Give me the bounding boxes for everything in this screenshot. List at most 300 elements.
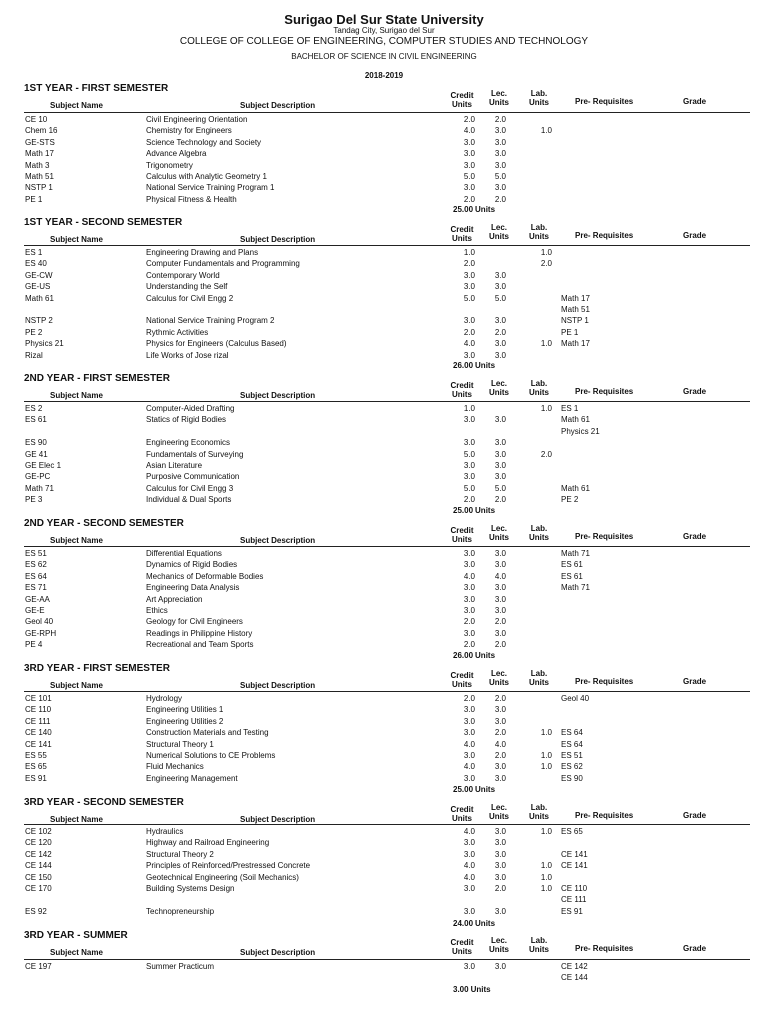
column-header-credit [446,526,478,544]
credit-units: 5.0 [463,449,475,459]
credit-units: 3.0 [463,316,475,326]
column-header-line: Units [452,234,472,243]
column-header-subject-name: Subject Name [50,815,103,824]
column-header-lec [484,803,514,821]
subject-description: National Service Training Program 1 [146,183,275,193]
column-header-prerequisites: Pre- Requisites [575,387,634,396]
column-header-grade: Grade [683,532,707,541]
credit-units: 3.0 [463,728,475,738]
column-header-subject-name: Subject Name [50,536,103,545]
credit-units: 3.0 [463,583,475,593]
column-header-line: Units [529,945,549,954]
credit-units: 2.0 [463,495,475,505]
column-header-line: Credit [450,225,474,234]
credit-units: 4.0 [463,339,475,349]
total-units-label: Units [475,785,496,794]
lecture-units: 3.0 [494,716,506,726]
lecture-units: 3.0 [494,594,506,604]
column-header-prerequisites: Pre- Requisites [575,811,634,820]
subject-code: Math 51 [25,172,54,181]
subject-code: GE Elec 1 [25,461,62,470]
table-row [0,716,768,727]
semester-title: 1ST YEAR - SECOND SEMESTER [24,217,183,228]
total-units-value: 25.00 [453,506,474,515]
semester-total [453,985,491,994]
credit-units: 3.0 [463,549,475,558]
table-row [0,403,768,414]
header-rule [24,824,750,825]
column-header-lec [484,936,514,954]
subject-code: GE-E [25,606,45,615]
semester-title: 2ND YEAR - FIRST SEMESTER [24,373,170,384]
lecture-units: 2.0 [494,327,506,337]
column-header-line: Credit [450,805,474,814]
prerequisite: Math 51 [561,305,590,314]
credit-units: 2.0 [463,694,475,703]
table-row [0,750,768,761]
subject-description: Science Technology and Society [146,137,262,147]
table-row [0,972,768,983]
credit-units: 3.0 [463,906,475,916]
column-header-credit [446,671,478,689]
subject-description: Art Appreciation [146,594,203,604]
prerequisite: CE 110 [561,884,588,893]
table-row [0,449,768,460]
lecture-units: 3.0 [494,872,506,882]
table-row [0,114,768,125]
prerequisite: Math 71 [561,583,590,593]
subject-code: ES 40 [25,259,47,269]
lecture-units: 5.0 [494,172,506,181]
column-header-lec [484,223,514,241]
prerequisite: PE 1 [561,327,579,337]
total-units-value: 26.00 [453,651,474,660]
lecture-units: 5.0 [494,293,506,303]
lecture-units: 3.0 [494,415,506,425]
table-row [0,281,768,292]
lecture-units: 3.0 [494,461,506,470]
subject-code: Rizal [25,350,43,360]
column-header-lab [524,803,554,821]
lab-units: 1.0 [540,404,552,413]
semester-section [0,930,768,999]
table-row [0,628,768,639]
lecture-units: 3.0 [494,316,506,326]
subject-code: Geol 40 [25,617,54,627]
table-row [0,160,768,171]
lab-units: 1.0 [540,126,552,136]
subject-description: Life Works of Jose rizal [146,350,229,360]
credit-units: 3.0 [463,282,475,292]
lecture-units: 3.0 [494,282,506,292]
credit-units: 4.0 [463,762,475,772]
column-header-line: Units [452,535,472,544]
table-row [0,616,768,627]
credit-units: 3.0 [463,628,475,638]
subject-code: PE 2 [25,327,43,337]
subject-description: Advance Algebra [146,149,207,159]
table-row [0,559,768,570]
column-header-subject-description: Subject Description [240,536,316,545]
table-row [0,961,768,972]
column-header-line: Lab. [530,803,548,812]
subject-code: ES 51 [25,549,47,558]
subject-description: Computer Fundamentals and Programming [146,259,300,269]
credit-units: 2.0 [463,115,475,124]
subject-code: CE 144 [25,861,52,871]
lab-units: 1.0 [540,762,552,772]
subject-code: CE 141 [25,739,52,749]
subject-description: Dynamics of Rigid Bodies [146,560,238,570]
lecture-units: 2.0 [494,751,506,760]
prerequisite: ES 90 [561,773,583,783]
column-header-line: Lab. [530,669,548,678]
table-row [0,906,768,917]
table-row [0,883,768,894]
column-header-subject-description: Subject Description [240,681,316,690]
subject-code: Physics 21 [25,339,64,349]
prerequisite: ES 1 [561,404,579,413]
credit-units: 3.0 [463,461,475,470]
lecture-units: 3.0 [494,549,506,558]
subject-description: Highway and Railroad Engineering [146,838,270,848]
column-header-subject-name: Subject Name [50,681,103,690]
credit-units: 1.0 [463,404,475,413]
credit-units: 2.0 [463,327,475,337]
table-row [0,414,768,425]
prerequisite: NSTP 1 [561,316,589,326]
lecture-units: 3.0 [494,849,506,859]
subject-description: Contemporary World [146,270,220,280]
subject-code: ES 2 [25,404,43,413]
table-row [0,471,768,482]
subject-description: Engineering Drawing and Plans [146,248,259,257]
subject-description: Calculus for Civil Engg 2 [146,293,234,303]
school-year: 2018-2019 [364,71,404,80]
column-header-credit [446,225,478,243]
semester-section [0,373,768,520]
subject-code: ES 55 [25,751,47,760]
subject-description: Structural Theory 1 [146,739,214,749]
credit-units: 3.0 [463,716,475,726]
table-row [0,837,768,848]
lecture-units: 3.0 [494,838,506,848]
column-header-line: Units [529,812,549,821]
table-row [0,148,768,159]
credit-units: 3.0 [463,838,475,848]
column-header-line: Units [529,98,549,107]
semester-total [453,919,495,928]
credit-units: 3.0 [463,438,475,448]
subject-description: Trigonometry [146,160,193,170]
subject-description: Statics of Rigid Bodies [146,415,227,425]
prerequisite: ES 61 [561,560,583,570]
credit-units: 3.0 [463,606,475,615]
table-row [0,727,768,738]
program-name: BACHELOR OF SCIENCE IN CIVIL ENGINEERING [291,52,477,61]
lecture-units: 2.0 [494,194,506,204]
college-name: COLLEGE OF COLLEGE OF ENGINEERING, COMPUTER STUDIES AND TECHNOLOGY [179,36,589,47]
table-row [0,571,768,582]
lab-units: 1.0 [540,751,552,760]
credit-units: 3.0 [463,270,475,280]
subject-code: CE 197 [25,962,52,971]
column-header-subject-description: Subject Description [240,815,316,824]
column-header-lec [484,524,514,542]
subject-code: GE 41 [25,449,48,459]
subject-code: CE 110 [25,705,52,715]
column-header-line: Lec. [490,89,507,98]
credit-units: 3.0 [463,962,475,971]
column-header-credit [446,91,478,109]
credit-units: 4.0 [463,571,475,581]
credit-units: 3.0 [463,884,475,893]
column-header-line: Lab. [530,223,548,232]
table-row [0,773,768,784]
column-header-line: Units [529,232,549,241]
subject-code: CE 10 [25,115,48,124]
column-header-prerequisites: Pre- Requisites [575,944,634,953]
column-header-lab [524,669,554,687]
column-header-line: Units [529,388,549,397]
table-row [0,194,768,205]
credit-units: 3.0 [463,183,475,193]
total-units-value: 25.00 [453,785,474,794]
credit-units: 3.0 [463,160,475,170]
subject-description: Chemistry for Engineers [146,126,232,136]
subject-code: ES 91 [25,773,47,783]
column-header-line: Lec. [490,936,507,945]
table-row [0,872,768,883]
semester-section [0,217,768,375]
semester-title: 3RD YEAR - FIRST SEMESTER [24,663,170,674]
subject-description: Structural Theory 2 [146,849,214,859]
column-header-subject-description: Subject Description [240,101,316,110]
subject-code: GE-US [25,282,51,292]
column-header-lab [524,223,554,241]
table-row [0,582,768,593]
credit-units: 4.0 [463,872,475,882]
column-header-line: Units [489,388,509,397]
credit-units: 3.0 [463,849,475,859]
header-rule [24,112,750,113]
prerequisite: CE 144 [561,973,588,983]
subject-description: Technopreneurship [146,906,215,916]
subject-description: Individual & Dual Sports [146,495,232,505]
credit-units: 4.0 [463,827,475,836]
subject-code: ES 90 [25,438,47,448]
credit-units: 3.0 [463,472,475,482]
subject-description: Asian Literature [146,461,203,470]
credit-units: 3.0 [463,149,475,159]
total-units-value: 25.00 [453,205,474,214]
table-row [0,605,768,616]
lecture-units: 3.0 [494,962,506,971]
column-header-line: Units [452,814,472,823]
university-name: Surigao Del Sur State University [284,12,484,27]
prerequisite: Math 17 [561,339,590,349]
table-row [0,137,768,148]
subject-code: NSTP 2 [25,316,53,326]
subject-description: Understanding the Self [146,282,228,292]
lab-units: 1.0 [540,861,552,871]
credit-units: 5.0 [463,483,475,493]
lecture-units: 3.0 [494,606,506,615]
subject-code: CE 102 [25,827,52,836]
credit-units: 4.0 [463,126,475,136]
prerequisite: Math 61 [561,415,590,425]
subject-code: ES 62 [25,560,47,570]
prerequisite: CE 111 [561,895,587,905]
column-header-subject-name: Subject Name [50,391,103,400]
column-header-lec [484,669,514,687]
credit-units: 5.0 [463,293,475,303]
credit-units: 2.0 [463,194,475,204]
column-header-grade: Grade [683,811,707,820]
table-row [0,247,768,258]
table-row [0,426,768,437]
subject-code: Math 3 [25,160,50,170]
column-header-line: Lab. [530,936,548,945]
column-header-line: Credit [450,91,474,100]
subject-code: ES 71 [25,583,47,593]
column-header-line: Lec. [490,379,507,388]
subject-description: Principles of Reinforced/Prestressed Concrete [146,861,311,871]
column-header-line: Units [452,947,472,956]
lecture-units: 2.0 [494,884,506,893]
column-header-lab [524,936,554,954]
table-row [0,327,768,338]
column-header-grade: Grade [683,97,707,106]
lab-units: 1.0 [540,248,552,257]
column-header-line: Credit [450,381,474,390]
column-header-subject-description: Subject Description [240,948,316,957]
lab-units: 2.0 [540,449,552,459]
column-header-line: Units [489,945,509,954]
column-header-line: Units [489,812,509,821]
lecture-units: 3.0 [494,705,506,715]
column-header-line: Lab. [530,524,548,533]
table-row [0,270,768,281]
semester-total [453,361,495,370]
table-row [0,860,768,871]
semester-total [453,651,495,660]
credit-units: 3.0 [463,560,475,570]
prerequisite: PE 2 [561,495,579,505]
column-header-lec [484,89,514,107]
subject-description: Building Systems Design [146,884,235,893]
subject-description: Ethics [146,606,168,615]
lecture-units: 3.0 [494,628,506,638]
table-row [0,258,768,269]
semester-title: 3RD YEAR - SUMMER [24,930,128,941]
header-rule [24,245,750,246]
prerequisite: Math 71 [561,549,590,558]
credit-units: 2.0 [463,640,475,650]
header-rule [24,401,750,402]
lecture-units: 4.0 [494,739,506,749]
column-header-grade: Grade [683,677,707,686]
table-row [0,693,768,704]
subject-code: Chem 16 [25,126,58,136]
prerequisite: ES 91 [561,906,583,916]
subject-description: Hydraulics [146,827,184,836]
column-header-line: Credit [450,938,474,947]
column-header-grade: Grade [683,387,707,396]
subject-code: CE 142 [25,849,52,859]
lecture-units: 3.0 [494,438,506,448]
semester-total [453,205,495,214]
subject-code: GE-STS [25,137,55,147]
subject-description: Differential Equations [146,549,222,558]
lab-units: 1.0 [540,872,552,882]
subject-description: Geology for Civil Engineers [146,617,243,627]
header-rule [24,959,750,960]
total-units-label: Units [475,361,496,370]
lecture-units: 2.0 [494,728,506,738]
subject-code: CE 120 [25,838,52,848]
table-row [0,171,768,182]
subject-description: Physics for Engineers (Calculus Based) [146,339,287,349]
subject-code: CE 170 [25,884,52,893]
prerequisite: ES 64 [561,739,583,749]
table-row [0,437,768,448]
lecture-units: 2.0 [494,115,506,124]
lecture-units: 3.0 [494,137,506,147]
lecture-units: 3.0 [494,861,506,871]
total-units-value: 26.00 [453,361,474,370]
column-header-subject-name: Subject Name [50,235,103,244]
column-header-line: Lec. [490,223,507,232]
subject-code: ES 1 [25,248,43,257]
subject-code: NSTP 1 [25,183,53,193]
prerequisite: ES 64 [561,728,583,738]
lecture-units: 3.0 [494,560,506,570]
column-header-lab [524,379,554,397]
lab-units: 1.0 [540,827,552,836]
lecture-units: 3.0 [494,183,506,193]
semester-title: 1ST YEAR - FIRST SEMESTER [24,83,169,94]
total-units-value: 24.00 [453,919,474,928]
subject-code: PE 3 [25,495,43,505]
subject-description: Fluid Mechanics [146,762,204,772]
column-header-credit [446,938,478,956]
table-row [0,704,768,715]
column-header-subject-name: Subject Name [50,948,103,957]
credit-units: 2.0 [463,259,475,269]
column-header-line: Units [452,680,472,689]
lab-units: 2.0 [540,259,552,269]
semester-section [0,663,768,799]
column-header-line: Lab. [530,89,548,98]
column-header-line: Credit [450,526,474,535]
subject-code: GE-CW [25,270,53,280]
lecture-units: 2.0 [494,495,506,505]
column-header-line: Credit [450,671,474,680]
column-header-grade: Grade [683,231,707,240]
lecture-units: 3.0 [494,270,506,280]
credit-units: 3.0 [463,594,475,604]
total-units-label: Units [475,205,496,214]
column-header-line: Lec. [490,803,507,812]
prerequisite: ES 65 [561,827,583,836]
subject-description: Computer-Aided Drafting [146,404,235,413]
subject-description: National Service Training Program 2 [146,316,275,326]
subject-description: Readings in Philippine History [146,628,253,638]
table-row [0,894,768,905]
total-units-label: Units [470,985,491,994]
subject-description: Engineering Management [146,773,238,783]
